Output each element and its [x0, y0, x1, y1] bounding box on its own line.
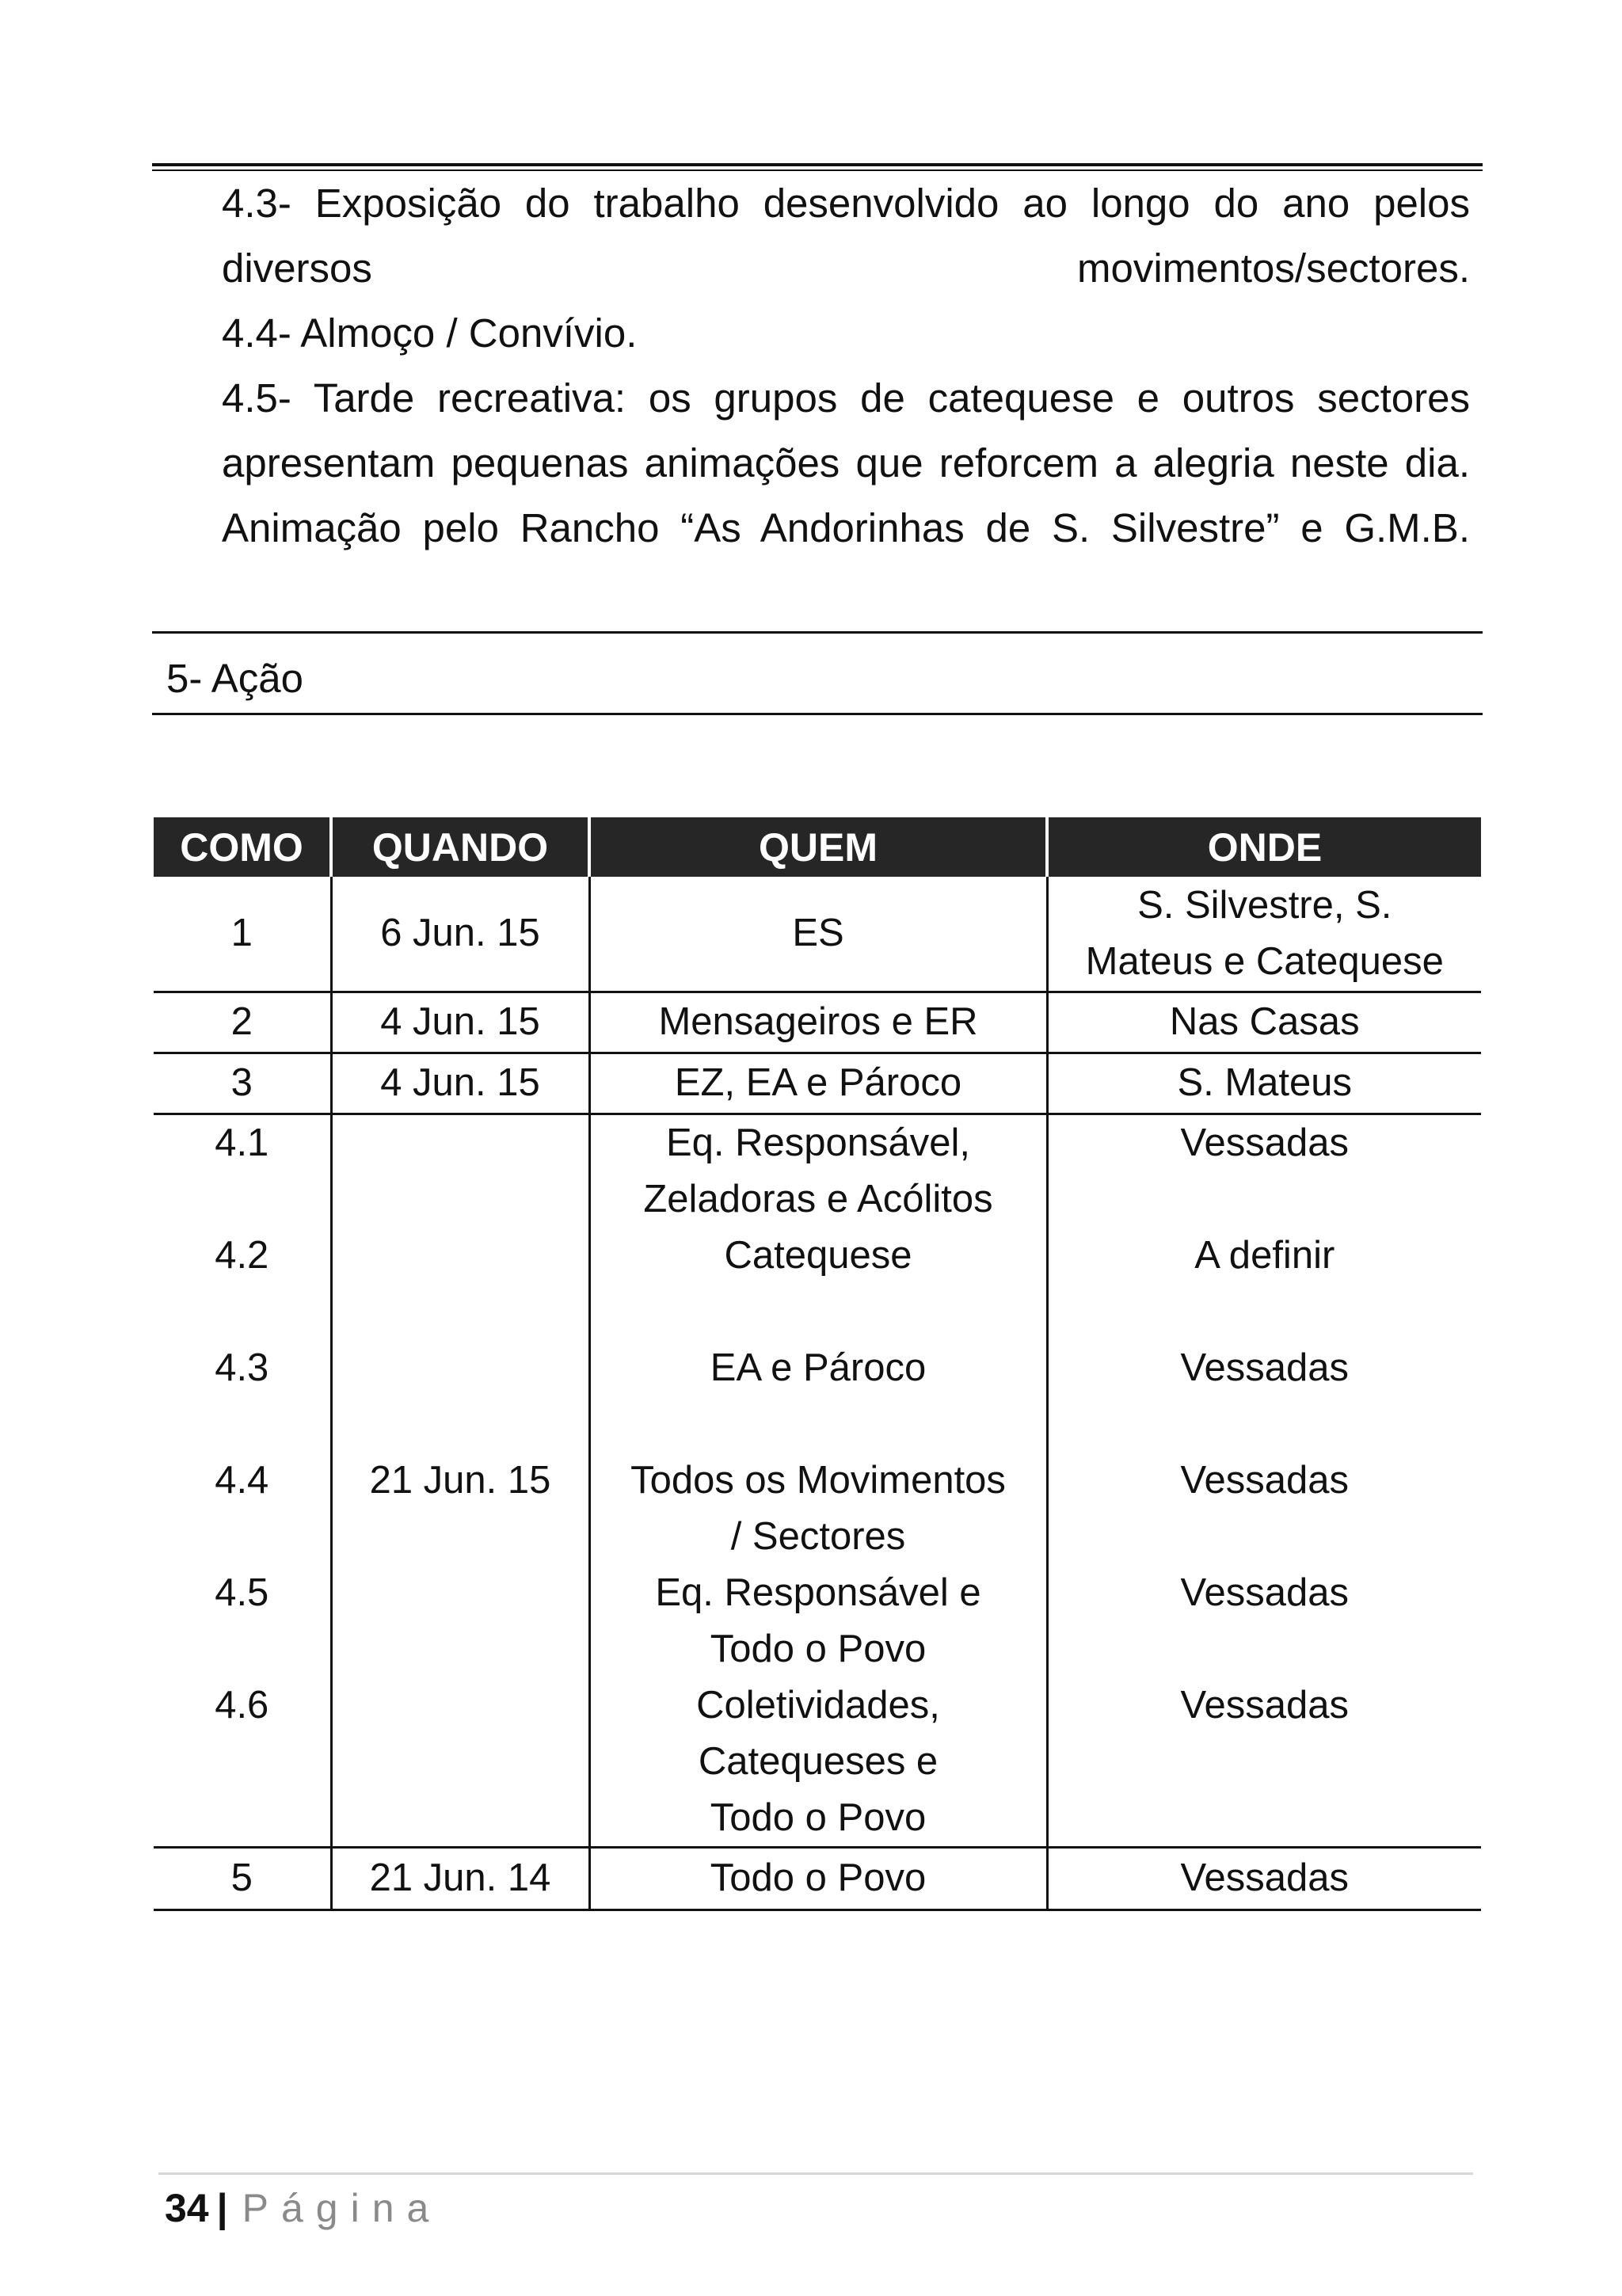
cell-quando: 4 Jun. 15 — [331, 992, 589, 1053]
onde-line — [1049, 1734, 1482, 1790]
onde-line: Vessadas — [1180, 1458, 1349, 1502]
table-row — [154, 1847, 1481, 1910]
onde-line — [1049, 1396, 1482, 1453]
onde-line: Vessadas — [1180, 1571, 1349, 1614]
quem-line — [591, 1284, 1046, 1340]
como-line — [154, 1790, 330, 1846]
como-line: 4.2 — [215, 1233, 269, 1277]
action-table — [154, 817, 1481, 1911]
quem-line: / Sectores — [730, 1514, 906, 1558]
como-line: 4.5 — [215, 1571, 269, 1614]
onde-line — [1049, 1509, 1482, 1565]
cell-como-group — [154, 1114, 331, 1847]
cell-quem: Mensageiros e ER — [589, 992, 1047, 1053]
quem-line — [591, 1396, 1046, 1453]
cell-onde — [1047, 877, 1481, 992]
cell-onde: Nas Casas — [1047, 992, 1481, 1053]
cell-como: 3 — [154, 1053, 331, 1114]
onde-line: Vessadas — [1180, 1121, 1349, 1164]
como-line: 4.6 — [215, 1683, 269, 1727]
top-double-rule — [152, 163, 1483, 171]
table-row — [154, 1053, 1481, 1114]
onde-line — [1049, 1790, 1482, 1846]
como-line — [154, 1284, 330, 1340]
como-line: 4.3 — [215, 1346, 269, 1389]
onde-line — [1049, 1621, 1482, 1677]
page-number: 34 — [165, 2186, 209, 2230]
cell-quem: EZ, EA e Pároco — [589, 1053, 1047, 1114]
como-line — [154, 1509, 330, 1565]
como-line — [154, 1734, 330, 1790]
quem-line: Todo o Povo — [710, 1627, 927, 1670]
quem-line: Eq. Responsável e — [655, 1571, 981, 1614]
cell-quando-group: 21 Jun. 15 — [331, 1114, 589, 1847]
cell-quando: 6 Jun. 15 — [331, 877, 589, 992]
cell-quando: 4 Jun. 15 — [331, 1053, 589, 1114]
quem-line: Zeladoras e Acólitos — [643, 1177, 993, 1220]
page-word: Página — [242, 2186, 442, 2230]
cell-como: 5 — [154, 1847, 331, 1910]
cell-quem-group — [589, 1114, 1047, 1847]
header-quem: QUEM — [589, 817, 1047, 877]
footer-separator: | — [216, 2186, 228, 2230]
header-onde: ONDE — [1047, 817, 1481, 877]
cell-onde: S. Mateus — [1047, 1053, 1481, 1114]
table-header-row — [154, 817, 1481, 877]
onde-line: A definir — [1194, 1233, 1335, 1277]
quem-line: Catequeses e — [698, 1739, 939, 1783]
page-footer — [165, 2176, 441, 2240]
cell-onde-group — [1047, 1114, 1481, 1847]
quem-line: Todos os Movimentos — [630, 1458, 1006, 1502]
paragraph-4-3: 4.3- Exposição do trabalho desenvolvido ao longo do ano pelos diversos movimentos/sectores. — [222, 181, 1470, 291]
section-rule-top — [152, 631, 1483, 634]
como-line — [154, 1396, 330, 1453]
section-rule-bottom — [152, 713, 1483, 715]
cell-como: 1 — [154, 877, 331, 992]
footer-rule — [158, 2172, 1473, 2175]
onde-line: Vessadas — [1180, 1346, 1349, 1389]
header-como: COMO — [154, 817, 331, 877]
onde-line: Vessadas — [1180, 1683, 1349, 1727]
section-title: 5- Ação — [166, 656, 303, 701]
table-row-group-4 — [154, 1114, 1481, 1847]
onde-line — [1049, 1171, 1482, 1228]
cell-quando: 21 Jun. 14 — [331, 1847, 589, 1910]
table-row — [154, 992, 1481, 1053]
cell-onde: Vessadas — [1047, 1847, 1481, 1910]
quem-line: Catequese — [724, 1233, 912, 1277]
como-line — [154, 1621, 330, 1677]
cell-onde-line: Mateus e Catequese — [1085, 939, 1444, 983]
quem-line: Coletividades, — [696, 1683, 940, 1727]
como-line — [154, 1171, 330, 1228]
header-quando: QUANDO — [331, 817, 589, 877]
como-line: 4.4 — [215, 1458, 269, 1502]
quem-line: Eq. Responsável, — [665, 1121, 971, 1164]
paragraph-4-5: 4.5- Tarde recreativa: os grupos de catequese e outros sectores apresentam pequenas animações que reforcem a alegria neste dia. Animação pelo Rancho “As Andorinhas de S. Silvestre” e G.M.B. — [222, 375, 1470, 550]
table-row — [154, 877, 1481, 992]
quem-line: EA e Pároco — [710, 1346, 927, 1389]
cell-como: 2 — [154, 992, 331, 1053]
onde-line — [1049, 1284, 1482, 1340]
como-line: 4.1 — [215, 1121, 269, 1164]
cell-quem: Todo o Povo — [589, 1847, 1047, 1910]
quem-line: Todo o Povo — [710, 1795, 927, 1839]
paragraph-4-4: 4.4- Almoço / Convívio. — [222, 310, 638, 356]
cell-quem: ES — [589, 877, 1047, 992]
cell-onde-line: S. Silvestre, S. — [1137, 883, 1392, 927]
